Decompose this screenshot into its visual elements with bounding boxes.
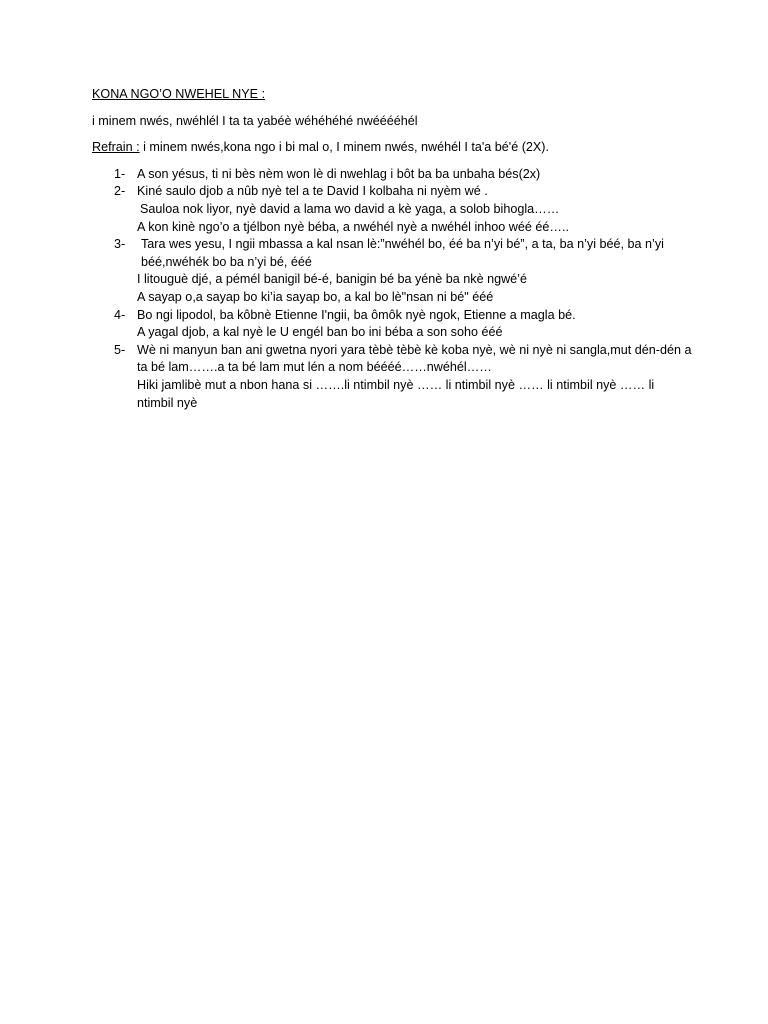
verse-line: Wè ni manyun ban ani gwetna nyori yara tèbè tèbè kè koba nyè, wè ni nyè ni sangla,mut dén-dén a ta bé lam…….a ta bé lam mut lén a nom béééé……nwéhél……: [137, 342, 692, 375]
intro-line: i minem nwés, nwéhlél I ta ta yabéè wéhéhéhé nwééééhél: [92, 113, 418, 128]
verse-line: A kon kinè ngo’o a tjélbon nyè béba, a nwéhél nyè a nwéhél inhoo wéé éé…..: [137, 219, 569, 234]
verse-line: Sauloa nok liyor, nyè david a lama wo david a kè yaga, a solob bihogla……: [140, 201, 560, 216]
verse-line: Kiné saulo djob a nûb nyè tel a te David I kolbaha ni nyèm wé .: [137, 184, 488, 199]
verse-list: [92, 166, 692, 412]
verse-4: [92, 307, 692, 342]
verse-number: 2-: [114, 184, 126, 199]
refrain-line: [92, 139, 692, 157]
document-content: [92, 86, 692, 412]
verse-number: 5-: [114, 342, 126, 357]
verse-number: 3-: [114, 237, 126, 252]
verse-line: Tara wes yesu, I ngii mbassa a kal nsan lè:”nwéhél bo, éé ba n’yi bé”, a ta, ba n’yi béé, ba n’yi béé,nwéhék bo ba n’yi bé, ééé: [141, 237, 664, 269]
verse-2: [92, 183, 692, 236]
verse-number: 4-: [114, 307, 126, 322]
verse-line: A sayap o,a sayap bo ki’ia sayap bo, a kal bo lè"nsan ni bé" ééé: [137, 289, 494, 304]
verse-line: Hiki jamlibè mut a nbon hana si …….li ntimbil nyè …… li ntimbil nyè …… li ntimbil nyè …… li ntimbil nyè: [137, 377, 655, 410]
refrain-text: i minem nwés,kona ngo i bi mal o, I minem nwés, nwéhél I ta'a bé'é (2X).: [139, 140, 550, 155]
verse-1: [92, 166, 692, 184]
song-title: KONA NGO’O NWEHEL NYE :: [92, 87, 266, 101]
verse-line: A son yésus, ti ni bès nèm won lè di nwehlag i bôt ba ba unbaha bés(2x): [137, 166, 541, 181]
verse-line: Bo ngi lipodol, ba kôbnè Etienne I'ngii, ba ômôk nyè ngok, Etienne a magla bé.: [137, 307, 576, 322]
refrain-label: Refrain :: [92, 140, 140, 155]
verse-line: A yagal djob, a kal nyè le U engél ban bo ini béba a son soho ééé: [137, 325, 503, 340]
verse-number: 1-: [114, 166, 126, 181]
verse-3: [92, 236, 692, 306]
verse-line: I litouguè djé, a pémél banigil bé-é, banigin bé ba yénè ba nkè ngwé’é: [137, 272, 527, 287]
verse-5: [92, 342, 692, 412]
